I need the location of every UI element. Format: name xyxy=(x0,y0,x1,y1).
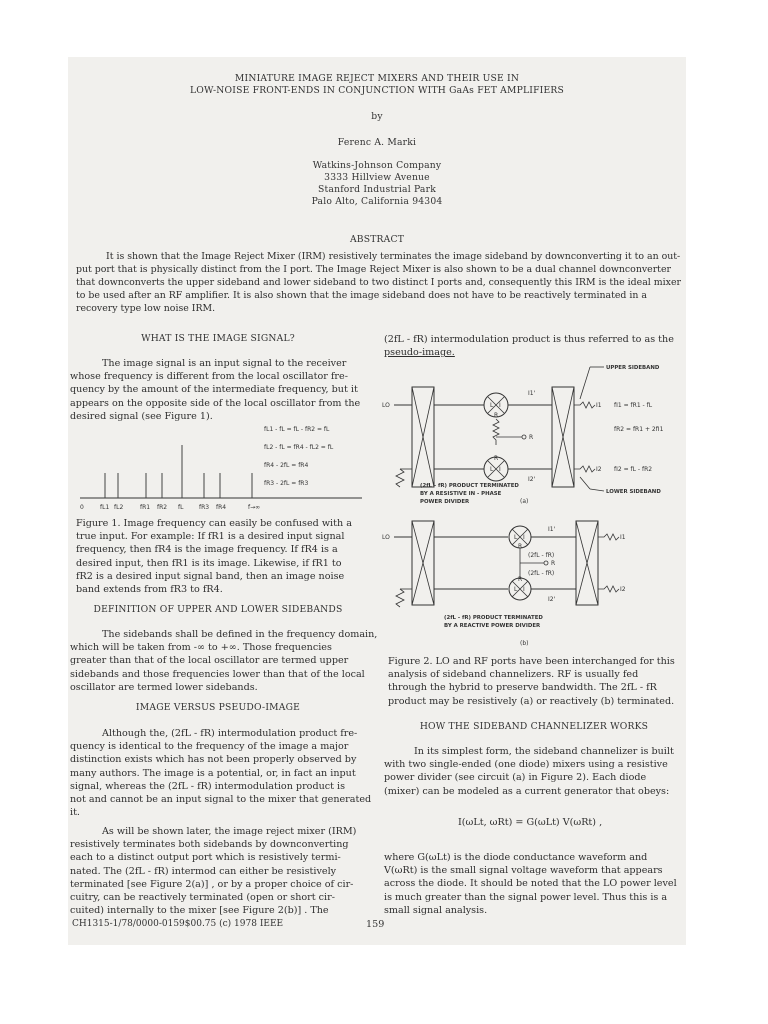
text-line: resistively terminates both sidebands by downconverting xyxy=(70,839,349,851)
caption-line: Figure 2. LO and RF ports have been interchanged for this xyxy=(388,656,675,667)
text-line: desired signal (see Figure 1). xyxy=(70,410,213,422)
current-i2-prime: I2' xyxy=(548,596,556,603)
mixer-r-label: R xyxy=(494,412,499,419)
paper-page xyxy=(68,57,686,945)
paragraph-conductance xyxy=(384,851,677,917)
legend-line: fR4 - 2fL = fR4 xyxy=(264,462,309,469)
current-i2-prime: I2' xyxy=(528,476,536,483)
caption-line: through the hybrid to preserve bandwidth. The 2fL - fR xyxy=(388,682,657,694)
mixer-l-label: L xyxy=(490,466,494,473)
figure-2b-circuit xyxy=(380,515,680,647)
rf-port-label: R xyxy=(551,560,556,567)
mixer-l-label: L xyxy=(490,402,494,409)
output-i1: I1 xyxy=(620,534,626,541)
text-line: whose frequency is different from the local oscillator fre- xyxy=(70,371,348,383)
product-label-lower: (2fL - fR) xyxy=(528,570,555,577)
caption-line: band extends from fR3 to fR4. xyxy=(76,584,223,596)
text-line: V(ωRt) is the small signal voltage waveform that appears xyxy=(384,865,663,877)
axis-label: fR3 xyxy=(199,504,210,511)
paragraph-irm xyxy=(70,825,356,917)
legend-line: fL2 - fL = fR4 - fL2 = fL xyxy=(264,444,334,451)
text-line: many authors. The image is a potential, or, in fact an input xyxy=(70,767,356,779)
axis-label: fR1 xyxy=(140,504,151,511)
current-i1-prime: I1' xyxy=(528,390,536,397)
caption-line: desired input, then fR1 is its image. Likewise, if fR1 to xyxy=(76,557,342,569)
upper-sideband-label: UPPER SIDEBAND xyxy=(606,365,660,371)
caption-line: true input. For example: If fR1 is a desired input signal xyxy=(76,531,345,543)
caption-line: product may be resistively (a) or reactively (b) terminated. xyxy=(388,695,675,707)
mixer-i-label: I xyxy=(499,402,501,409)
mixer-r-label: R xyxy=(494,455,499,462)
rf-port-label: R xyxy=(529,434,534,441)
axis-label: fL2 xyxy=(114,504,124,511)
mixer-l-label: L xyxy=(514,534,518,541)
figure-2a-label: (a) xyxy=(520,498,529,505)
text-line: it. xyxy=(70,807,80,819)
text-line: nated. The (2fL - fR) intermod can either be resistively xyxy=(70,865,337,877)
paragraph-channelizer xyxy=(384,745,674,798)
note-a-line: BY A RESISTIVE IN - PHASE xyxy=(420,491,502,497)
axis-label: fL xyxy=(178,504,184,511)
text-line: not and cannot be an input signal to the mixer that generated xyxy=(70,794,372,806)
abstract-line: It is shown that the Image Reject Mixer (IRM) resistively terminates the image sideband by downconverting it to an out- xyxy=(106,251,681,262)
section-heading-channelizer: HOW THE SIDEBAND CHANNELIZER WORKS xyxy=(419,721,649,732)
figure-2-caption xyxy=(388,655,675,708)
paragraph-pseudo-image-cont xyxy=(384,333,674,359)
text-line: The sidebands shall be defined in the frequency domain, xyxy=(102,629,378,640)
affiliation-line: Palo Alto, California 94304 xyxy=(311,196,443,207)
figure-2b-label: (b) xyxy=(520,640,529,647)
abstract-heading: ABSTRACT xyxy=(349,234,405,245)
figure-1-caption xyxy=(76,517,352,596)
text-line: quency is identical to the frequency of the image a major xyxy=(70,741,349,753)
mixer-r-label: R xyxy=(518,543,523,550)
text-line: small signal analysis. xyxy=(384,904,488,916)
text-line: with two single-ended (one diode) mixers using a resistive xyxy=(384,759,668,771)
abstract-line: recovery type low noise IRM. xyxy=(76,303,216,314)
paragraph-pseudo-image xyxy=(70,727,371,819)
text-line: (2fL - fR) intermodulation product is thus referred to as the xyxy=(384,334,674,345)
text-line: across the diode. It should be noted that the LO power level xyxy=(384,878,677,890)
text-line: power divider (see circuit (a) in Figure 2). Each diode xyxy=(384,772,647,784)
title-line-2: LOW-NOISE FRONT-ENDS IN CONJUNCTION WITH GaAs FET AMPLIFIERS xyxy=(189,85,565,96)
section-heading-image-signal: WHAT IS THE IMAGE SIGNAL? xyxy=(141,333,295,344)
mixer-i-label: I xyxy=(523,534,525,541)
page-number: 159 xyxy=(366,919,385,930)
equation-fi1: fI1 = fR1 - fL xyxy=(614,402,653,409)
text-line: sidebands and those frequencies lower than that of the local xyxy=(70,668,365,680)
text-line: cuited) internally to the mixer [see Figure 2(b)] . The xyxy=(70,905,329,917)
abstract-body xyxy=(76,250,681,315)
text-line: (mixer) can be modeled as a current generator that obeys: xyxy=(384,785,670,797)
product-label-upper: (2fL - fR) xyxy=(528,552,555,559)
footer-copyright: CH1315-1/78/0000-0159$00.75 (c) 1978 IEEE xyxy=(72,919,284,929)
mixer-i-label: I xyxy=(499,466,501,473)
author: Ferenc A. Marki xyxy=(337,137,417,148)
text-line: The image signal is an input signal to the receiver xyxy=(102,358,347,369)
abstract-line: put port that is physically distinct from the I port. The Image Reject Mixer is also shown to be a dual channel downconverter xyxy=(76,264,671,275)
affiliation-line: Stanford Industrial Park xyxy=(318,184,436,195)
title-line-1: MINIATURE IMAGE REJECT MIXERS AND THEIR USE IN xyxy=(234,73,520,84)
text-line: greater than that of the local oscillator are termed upper xyxy=(70,655,349,667)
text-line: pseudo-image. xyxy=(384,347,455,359)
text-line: In its simplest form, the sideband channelizer is built xyxy=(414,746,674,757)
axis-label: f→∞ xyxy=(248,504,261,511)
text-line: appears on the opposite side of the local oscillator from the xyxy=(70,397,361,409)
output-i1: I1 xyxy=(596,402,602,409)
text-line: quency by the amount of the intermediate frequency, but it xyxy=(70,384,358,396)
affiliation-line: 3333 Hillview Avenue xyxy=(324,172,430,183)
mixer-r-label: R xyxy=(518,576,523,583)
paragraph-image-signal xyxy=(70,357,360,423)
text-line: oscillator are termed lower sidebands. xyxy=(70,681,258,693)
note-a-line: (2fL - fR) PRODUCT TERMINATED xyxy=(420,483,519,489)
affiliation-line: Watkins-Johnson Company xyxy=(312,160,442,171)
output-i2: I2 xyxy=(596,466,602,473)
caption-line: frequency, then fR4 is the image frequency. If fR4 is a xyxy=(76,544,338,556)
section-heading-sidebands: DEFINITION OF UPPER AND LOWER SIDEBANDS xyxy=(93,604,343,615)
lo-port-label: LO xyxy=(382,534,390,541)
equation-fi2: fI2 = fL - fR2 xyxy=(614,466,653,473)
mixer-i-label: I xyxy=(523,586,525,593)
legend-line: fR3 - 2fL = fR3 xyxy=(264,480,309,487)
axis-label: fL1 xyxy=(100,504,110,511)
by-line: by xyxy=(371,111,383,122)
figure-1-spectrum xyxy=(78,423,368,513)
axis-label: 0 xyxy=(80,504,84,511)
paragraph-sidebands xyxy=(70,628,377,694)
text-line: distinction exists which has not been properly observed by xyxy=(70,754,357,766)
abstract-line: that downconverts the upper sideband and lower sideband to two distinct I ports and, consequently this IRM is the ideal mixer xyxy=(76,277,681,288)
text-line: which will be taken from -∞ to +∞. Those frequencies xyxy=(70,642,332,654)
output-i2: I2 xyxy=(620,586,626,593)
note-a-line: POWER DIVIDER xyxy=(420,499,470,505)
caption-line: fR2 is a desired input signal band, then an image noise xyxy=(76,570,345,582)
abstract-line: to be used after an RF amplifier. It is also shown that the image sideband does not have to be reactively terminated in a xyxy=(76,290,647,301)
note-b-line: (2fL - fR) PRODUCT TERMINATED xyxy=(444,615,543,621)
equation-fr2: fR2 = fR1 + 2fI1 xyxy=(614,426,664,433)
text-line: cuitry, can be reactively terminated (open or short cir- xyxy=(70,892,335,904)
text-line: where G(ωLt) is the diode conductance waveform and xyxy=(384,852,648,863)
note-b-line: BY A REACTIVE POWER DIVIDER xyxy=(444,623,541,629)
equation-current-generator: I(ωLt, ωRt) = G(ωLt) V(ωRt) , xyxy=(458,817,603,828)
text-line: terminated [see Figure 2(a)] , or by a proper choice of cir- xyxy=(70,878,354,890)
axis-label: fR2 xyxy=(157,504,168,511)
legend-line: fL1 - fL = fL - fR2 = fL xyxy=(264,426,330,433)
caption-line: Figure 1. Image frequency can easily be confused with a xyxy=(76,518,352,529)
lo-port-label: LO xyxy=(382,402,390,409)
text-line: each to a distinct output port which is resistively termi- xyxy=(70,852,341,864)
lower-sideband-label: LOWER SIDEBAND xyxy=(606,489,661,495)
mixer-l-label: L xyxy=(514,586,518,593)
text-line: signal, whereas the (2fL - fR) intermodulation product is xyxy=(70,780,346,792)
section-heading-pseudo-image: IMAGE VERSUS PSEUDO-IMAGE xyxy=(135,702,301,713)
text-line: is much greater than the signal power level. Thus this is a xyxy=(384,891,668,903)
current-i1-prime: I1' xyxy=(548,526,556,533)
text-line: Although the, (2fL - fR) intermodulation product fre- xyxy=(102,728,358,739)
axis-label: fR4 xyxy=(216,504,227,511)
text-line: As will be shown later, the image reject mixer (IRM) xyxy=(102,826,357,837)
figure-2a-circuit xyxy=(380,359,680,507)
caption-line: analysis of sideband channelizers. RF is usually fed xyxy=(388,669,639,681)
